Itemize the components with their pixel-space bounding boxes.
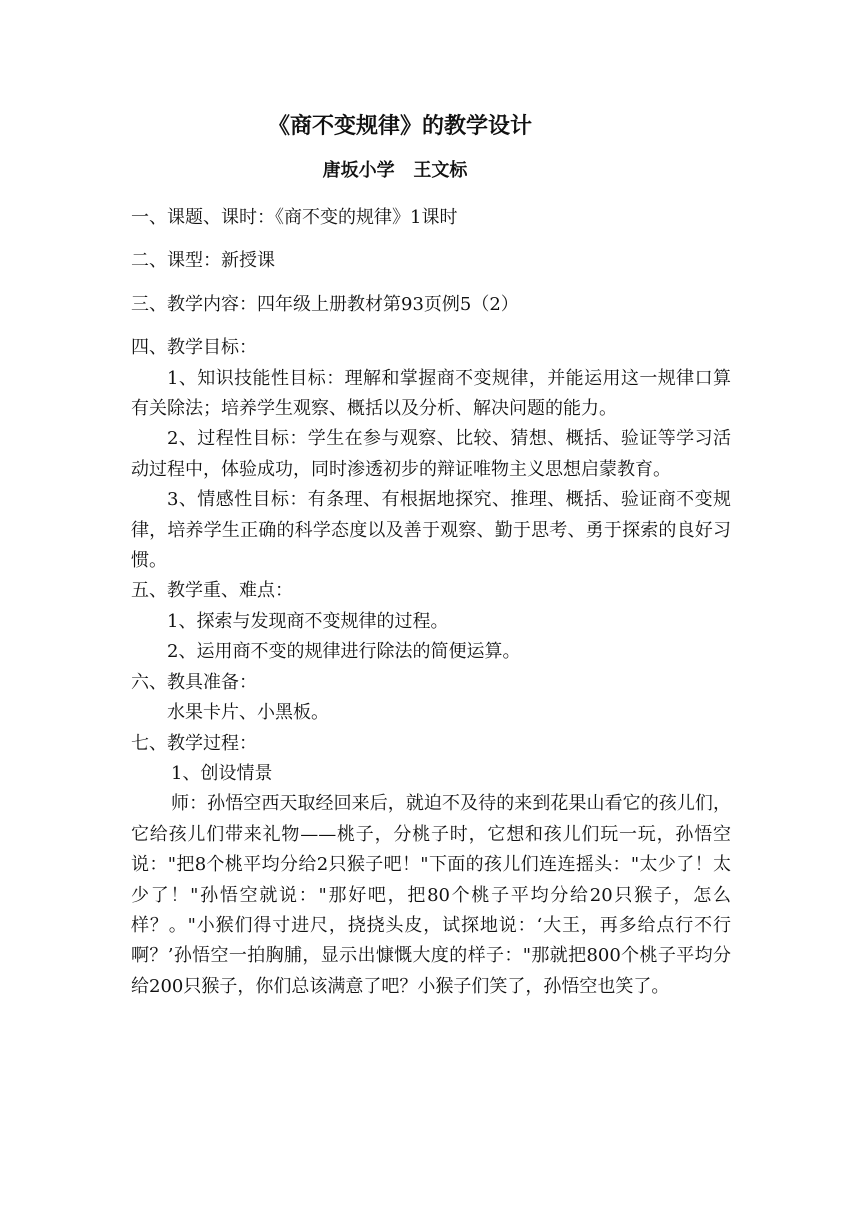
section-materials-heading: 六、教具准备：	[131, 671, 257, 693]
section-topic: 一、课题、课时：《商不变的规律》1课时	[131, 207, 458, 228]
objective-process: 2、过程性目标：学生在参与观察、比较、猜想、概括、验证等学习活动过程中，体验成功，同时渗透初步的辩证唯物主义思想启蒙教育。	[131, 428, 731, 480]
section-process-heading: 七、教学过程：	[131, 732, 257, 754]
materials-list: 水果卡片、小黑板。	[167, 702, 329, 724]
keypoint-2: 2、运用商不变的规律进行除法的简便运算。	[167, 641, 521, 663]
section-content: 三、教学内容：四年级上册教材第93页例5（2）	[131, 293, 519, 315]
section-lesson-type: 二、课型：新授课	[131, 250, 275, 272]
author-line: 唐坂小学 王文标	[322, 160, 468, 181]
objective-emotion: 3、情感性目标：有条理、有根据地探究、推理、概括、验证商不变规律，培养学生正确的科学态度以及善于观察、勤于思考、勇于探索的良好习惯。	[131, 489, 731, 572]
document-title: 《商不变规律》的教学设计	[267, 114, 532, 139]
objective-knowledge: 1、知识技能性目标：理解和掌握商不变规律，并能运用这一规律口算有关除法；培养学生观察、概括以及分析、解决问题的能力。	[131, 367, 731, 420]
keypoint-1: 1、探索与发现商不变规律的过程。	[167, 610, 449, 632]
document-body	[131, 203, 731, 1002]
process-story: 师：孙悟空西天取经回来后，就迫不及待的来到花果山看它的孩儿们，它给孩儿们带来礼物——桃子，分桃子时，它想和孩儿们玩一玩，孙悟空说："把8个桃平均分给2只猴子吧！"下面的孩儿们连连摇头："太少了！太少了！"孙悟空就说："那好吧，把80个桃子平均分给20只猴子，怎么样？。"小猴们得寸进尺，挠挠头皮，试探地说：‘大王，再多给点行不行啊？’孙悟空一拍胸脯，显示出慷慨大度的样子："那就把800个桃子平均分给200只猴子，你们总该满意了吧？小猴子们笑了，孙悟空也笑了。	[131, 793, 731, 997]
section-objectives-heading: 四、教学目标：	[131, 337, 257, 359]
process-step-1: 1、创设情景	[171, 762, 273, 784]
section-keypoints-heading: 五、教学重、难点：	[131, 580, 293, 602]
